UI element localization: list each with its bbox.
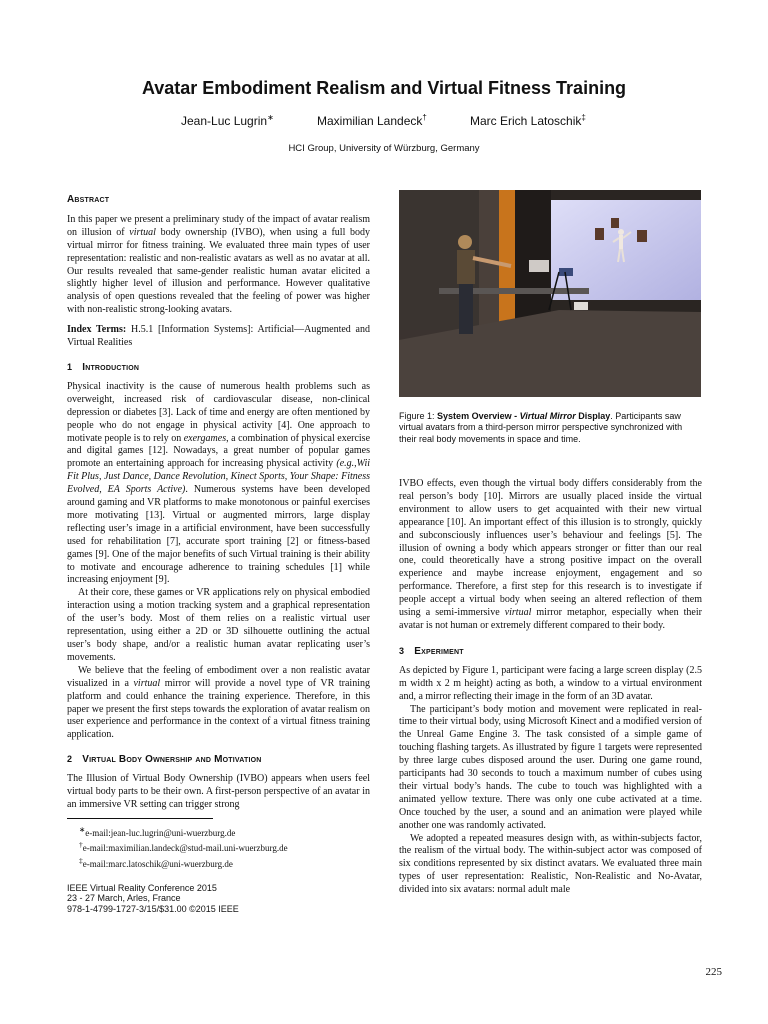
author-1-mark: ∗ <box>267 113 274 122</box>
author-3-name: Marc Erich Latoschik <box>470 114 582 128</box>
intro-p1-b: , a combination of physical exercise and digital games [12]. Nowadays, a great number of popular games promote an entertaining approach for increasing physical activity <box>67 432 371 470</box>
abstract-heading-text: Abstract <box>67 194 110 205</box>
left-column <box>67 193 370 914</box>
footnote-rule <box>67 818 213 819</box>
conference-line-1: IEEE Virtual Reality Conference 2015 <box>67 882 217 893</box>
footnote-1 <box>67 824 370 840</box>
figure-label: Figure 1: <box>399 411 435 421</box>
author-2-name: Maximilian Landeck <box>317 114 423 128</box>
figure-caption-text: . Participants saw virtual avatars from a third-person mirror perspective synchronized with their real body movements in space and time. <box>399 411 683 444</box>
section-2-number: 2 <box>67 754 73 765</box>
author-2 <box>317 113 427 128</box>
section-1-title: Introduction <box>82 361 140 373</box>
affiliation: HCI Group, University of Würzburg, Germany <box>288 143 480 154</box>
intro-p1-em1: exergames <box>183 432 227 444</box>
index-terms-label: Index Terms: <box>67 324 127 336</box>
intro-paragraph-1 <box>67 381 370 588</box>
footnote-1-mark: ∗ <box>79 824 86 834</box>
footnote-3-text: e-mail:marc.latoschik@uni-wuerzburg.de <box>82 859 233 870</box>
figure-title-em: Virtual Mirror <box>519 411 576 421</box>
vbo-paragraph-1: The Illusion of Virtual Body Ownership (IVBO) appears when users feel virtual body parts to be their own. A first-person perspective of an avatar in an immersive VR setting can trigger strong <box>67 773 370 810</box>
section-1-heading <box>67 361 370 375</box>
page-number: 225 <box>705 966 722 978</box>
abstract-emphasis: virtual <box>129 226 156 238</box>
footnote-3 <box>67 855 370 871</box>
author-3 <box>470 113 586 128</box>
abstract-heading <box>67 193 370 207</box>
conference-line-3: 978-1-4799-1727-3/15/$31.00 ©2015 IEEE <box>67 903 239 914</box>
intro-paragraph-2: At their core, these games or VR applications rely on physical embodied interaction using a motion tracking system and a graphical representation of the user’s body. Most of them relies on a realistic virtual user representation, using either a 2D or 3D silhouette outlining the actual user’s body shape, and/or a realistic human avatar replicating user’s movements. <box>67 587 370 663</box>
intro-p3-em: virtual <box>133 677 161 689</box>
abstract-text <box>67 214 370 317</box>
figure-1-photo <box>399 190 701 397</box>
author-list <box>0 113 768 129</box>
section-3-heading <box>399 645 702 659</box>
figure-1-caption <box>399 411 702 445</box>
system-overview-photo <box>399 190 701 397</box>
section-1-number: 1 <box>67 361 73 372</box>
vbo-p2-a: IVBO effects, even though the virtual body differs considerably from the real person’s body [10]. Mirrors are usually placed inside the virtual environment to allow users to get acquainted with their new virtual appearance [10]. An important effect of this illusion is to strongly, quickly and subconsciously influences user’s behaviour and feelings [5]. The illusion of owning a body which appears stronger or fitter than our real one, could theoretically have a strong positive impact on the overall experience and maybe increase enjoyment, engagement and so performance. Therefore, a first step for this research is to investigate if people accept a virtual body when seeing an altered reflection of them using a semi-immersive <box>399 478 702 619</box>
footnote-3-mark: ‡ <box>79 856 83 866</box>
section-2-title: Virtual Body Ownership and Motivation <box>82 754 262 766</box>
index-terms <box>67 324 370 350</box>
footnote-2 <box>67 839 370 855</box>
figure-title-a: System Overview - <box>437 411 520 421</box>
footnote-1-text: e-mail:jean-luc.lugrin@uni-wuerzburg.de <box>85 827 236 838</box>
abstract-part-2: body ownership (IVBO), when using a full body virtual mirror for fitness training. We evaluated three main types of user representation: realistic and non-realistic avatars as well as no avatar at all. Our results revealed that same-gender realistic human avatar elicited a slightly higher level of illusion and performance. However qualitative analysis of open questions revealed that the feeling of power was higher with non-realistic strong-looking avatars. <box>67 226 370 316</box>
intro-p1-em2: (e.g.,Wii Fit Plus, Just Dance, Dance Revolution, Kinect Sports, Your Shape: Fitness Evolved, EA Sports Active) <box>67 458 370 496</box>
intro-p3-a: We believe that the feeling of embodiment over a non realistic avatar visualized in a <box>67 664 370 689</box>
intro-p3-b: mirror will provide a novel type of VR training platform and could enhance the training experience. Therefore, in this paper we present the first steps towards the exploration of avatar realism on user experience and performance in the context of a virtual fitness training application. <box>67 677 370 741</box>
author-3-mark: ‡ <box>581 113 586 122</box>
conference-info <box>67 883 370 915</box>
experiment-paragraph-3: We adopted a repeated measures design with, as within-subjects factor, the realism of the virtual body. The within-subject actor was composed of six conditions represented by six distinct avatars. We evaluated three main types of user representation: Realistic, Non-Realistic and No-Avatar, divided into six avatars: normal adult male <box>399 832 702 896</box>
intro-paragraph-3 <box>67 665 370 742</box>
section-2-heading <box>67 753 370 767</box>
figure-title-b: Display <box>575 411 611 421</box>
intro-p1-c: . Numerous systems have been developed around gaming and VR platforms to make monotonous or painful exercises more motivating [13]. Virtual or augmented mirrors, large display reflecting user’s image in a artificial environment, have been successfully used for rehabilitation [7], accurate sport training [2] or fitness-based games [9]. One of the major benefits of such Virtual training is their ability to motivate and encourage adherence to training schedules [1] while increasing enjoyment [9]. <box>67 484 370 586</box>
vbo-p2-em: virtual <box>504 607 532 619</box>
paper-title: Avatar Embodiment Realism and Virtual Fitness Training <box>141 78 627 98</box>
footnote-2-text: e-mail:maximilian.landeck@stud-mail.uni-wuerzburg.de <box>82 843 288 854</box>
index-terms-text: H.5.1 [Information Systems]: Artificial—Augmented and Virtual Realities <box>67 324 370 349</box>
vbo-p2-b: mirror metaphor, especially when their avatar is not human or extremely different compared to their body. <box>399 607 702 631</box>
author-1-name: Jean-Luc Lugrin <box>181 114 268 128</box>
section-3-number: 3 <box>399 645 405 656</box>
conference-line-2: 23 - 27 March, Arles, France <box>67 893 181 904</box>
section-3-title: Experiment <box>414 645 464 657</box>
author-1 <box>181 113 274 128</box>
right-column <box>399 478 702 897</box>
author-2-mark: † <box>422 113 427 122</box>
experiment-paragraph-1: As depicted by Figure 1, participant were facing a large screen display (2.5 m width x 2 m height) acting as both, a window to a virtual environment and, a mirror reflecting their image in the form of an 3D avatar. <box>399 664 702 702</box>
experiment-paragraph-2: The participant’s body motion and movement were replicated in real-time to their virtual body, using Microsoft Kinect and a modified version of the Unreal Game Engine 3. The task consisted of a simple game of touching flashing targets. As illustrated by figure 1 targets were represented by three large cubes disposed around the user. During one game round, participants had 30 seconds to touch a maximum number of cubes using their virtual body’s hands. The cube to touch was highlighted with a animated yellow texture. There was only one cube activated at a time. Once touched by the user, a sound and an animation were played while another one was randomly activated. <box>399 703 702 831</box>
vbo-paragraph-2 <box>399 478 702 633</box>
intro-p1-a: Physical inactivity is the cause of numerous health problems such as overweight, increased risk of cardiovascular disease, non-clinical depression or diabetes [3]. Lack of time and energy are often mentioned by people who do not engage in physical activity [4]. One approach to motivate people is to rely on <box>67 380 370 444</box>
abstract-part-1: In this paper we present a preliminary study of the impact of avatar realism on illusion of <box>67 213 370 238</box>
footnote-2-mark: † <box>79 840 83 850</box>
